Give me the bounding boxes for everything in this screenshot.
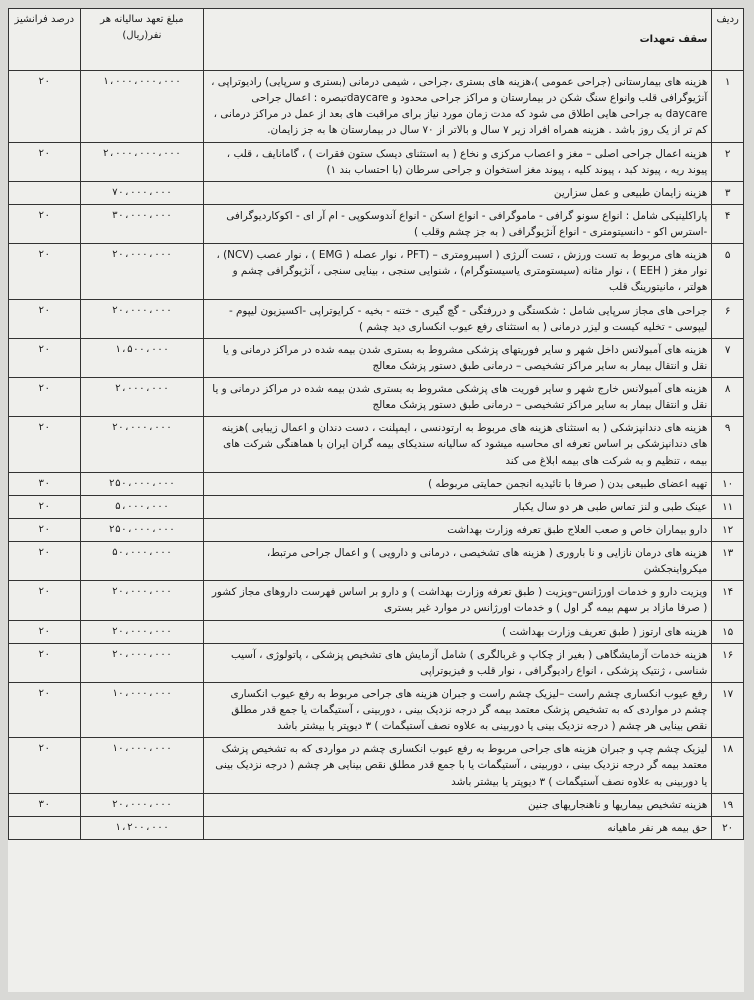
row-amount: ۲۰،۰۰۰،۰۰۰ (80, 643, 204, 682)
table-row (9, 181, 744, 204)
row-number: ۵ (712, 244, 744, 299)
row-amount: ۲۰،۰۰۰،۰۰۰ (80, 417, 204, 472)
table-row (9, 338, 744, 377)
table-row (9, 682, 744, 737)
row-number: ۶ (712, 299, 744, 338)
row-amount: ۲،۰۰۰،۰۰۰،۰۰۰ (80, 142, 204, 181)
row-number: ۱۷ (712, 682, 744, 737)
row-amount: ۲۰،۰۰۰،۰۰۰ (80, 299, 204, 338)
table-row (9, 71, 744, 143)
row-deductible: ۲۰ (9, 682, 81, 737)
coverage-table (8, 8, 744, 840)
row-amount: ۱۰،۰۰۰،۰۰۰ (80, 738, 204, 793)
row-amount: ۲،۰۰۰،۰۰۰ (80, 378, 204, 417)
header-title: سقف تعهدات (204, 9, 712, 71)
table-header-row (9, 9, 744, 71)
row-deductible (9, 181, 81, 204)
row-deductible: ۳۰ (9, 472, 81, 495)
table-row (9, 816, 744, 839)
row-description: هزینه تشخیص بیماریها و ناهنجاریهای جنین (204, 793, 712, 816)
row-deductible (9, 816, 81, 839)
table-row (9, 495, 744, 518)
row-amount: ۲۵۰،۰۰۰،۰۰۰ (80, 518, 204, 541)
row-amount: ۱،۰۰۰،۰۰۰،۰۰۰ (80, 71, 204, 143)
row-amount: ۵،۰۰۰،۰۰۰ (80, 495, 204, 518)
row-description: هزینه اعمال جراحی اصلی – مغز و اعصاب مرکزی و نخاع ( به استثنای دیسک ستون فقرات ) ، گامانایف ، قلب ، پیوند ریه ، پیوند کبد ، پیوند کلیه ، پیوند مغز استخوان و جراحی سرطان (با احتساب بند ۱) (204, 142, 712, 181)
table-row (9, 518, 744, 541)
row-description: ویزیت دارو و خدمات اورژانس–ویزیت ( طبق تعرفه وزارت بهداشت ) و دارو بر اساس فهرست داروهای مجاز کشور ( صرفا مازاد بر سهم بیمه گر اول ) و خدمات اورژانس در موارد غیر بستری (204, 581, 712, 620)
row-description: هزینه خدمات آزمایشگاهی ( بغیر از چکاپ و غربالگری ) شامل آزمایش های تشخیص پزشکی ، پاتولوژی ، آسیب شناسی ، ژنتیک پزشکی ، انواع رادیوگرافی ، نوار قلب و فیزیوتراپی (204, 643, 712, 682)
row-description: عینک طبی و لنز تماس طبی هر دو سال یکبار (204, 495, 712, 518)
row-number: ۱۰ (712, 472, 744, 495)
header-deductible: درصد فرانشیز (9, 9, 81, 71)
table-row (9, 738, 744, 793)
row-deductible: ۲۰ (9, 542, 81, 581)
row-number: ۱۵ (712, 620, 744, 643)
table-row (9, 472, 744, 495)
table-row (9, 142, 744, 181)
row-description: لیزیک چشم چپ و جبران هزینه های جراحی مربوط به رفع عیوب انکساری چشم در مواردی که به تشخیص پزشک معتمد بیمه گر درجه نزدیک بینی ، دوربینی ، آستیگمات یا با جمع قدر مطلق نقص بینایی هر چشم ( درجه نزدیک بینی یا دوربینی به علاوه نصف آستیگمات ) ۳ دیوپتر یا بیشتر باشد (204, 738, 712, 793)
table-row (9, 620, 744, 643)
row-description: هزینه های درمان نازایی و نا باروری ( هزینه های تشخیصی ، درمانی و دارویی ) و اعمال جراحی مرتبط، میکرواینجکشن (204, 542, 712, 581)
table-row (9, 643, 744, 682)
row-deductible: ۲۰ (9, 495, 81, 518)
row-number: ۹ (712, 417, 744, 472)
row-number: ۲ (712, 142, 744, 181)
row-description: هزینه های ارتوز ( طبق تعریف وزارت بهداشت ) (204, 620, 712, 643)
row-description: هزینه های آمبولانس خارج شهر و سایر فوریت های پزشکی مشروط به بستری شدن بیمه شده در مراکز درمانی و یا نقل و انتقال بیمار به سایر مراکز تشخیصی – درمانی طبق دستور پزشک معالج (204, 378, 712, 417)
row-deductible: ۲۰ (9, 142, 81, 181)
row-number: ۱ (712, 71, 744, 143)
row-number: ۸ (712, 378, 744, 417)
row-number: ۱۴ (712, 581, 744, 620)
row-number: ۴ (712, 204, 744, 243)
row-amount: ۳۰،۰۰۰،۰۰۰ (80, 204, 204, 243)
table-row (9, 204, 744, 243)
row-deductible: ۲۰ (9, 378, 81, 417)
header-row-number: ردیف (712, 9, 744, 71)
row-amount: ۱،۵۰۰،۰۰۰ (80, 338, 204, 377)
row-description: هزینه های مربوط به تست ورزش ، تست آلرژی ( اسپیرومتری – (PFT ، نوار عصله ( EMG ) ، نوار عصب (NCV) ، نوار مغز ( EEH ) ، نوار مثانه (سیستومتری یاسیستوگرام) ، شنوایی سنجی ، بینایی سنجی ، آنژیوگرافی چشم و هولتر ، مانیتورینگ قلب (204, 244, 712, 299)
row-number: ۱۸ (712, 738, 744, 793)
row-amount: ۲۰،۰۰۰،۰۰۰ (80, 620, 204, 643)
row-deductible: ۳۰ (9, 793, 81, 816)
row-deductible: ۲۰ (9, 643, 81, 682)
row-deductible: ۲۰ (9, 417, 81, 472)
table-row (9, 417, 744, 472)
row-description: هزینه های آمبولانس داخل شهر و سایر فوریتهای پزشکی مشروط به بستری شدن بیمه شده در مراکز درمانی و یا نقل و انتقال بیمار به سایر مراکز تشخیصی – درمانی طبق دستور پزشک معالج (204, 338, 712, 377)
row-amount: ۷۰،۰۰۰،۰۰۰ (80, 181, 204, 204)
row-number: ۱۱ (712, 495, 744, 518)
row-number: ۱۲ (712, 518, 744, 541)
row-amount: ۲۰،۰۰۰،۰۰۰ (80, 244, 204, 299)
row-number: ۱۳ (712, 542, 744, 581)
row-deductible: ۲۰ (9, 71, 81, 143)
row-number: ۷ (712, 338, 744, 377)
row-description: حق بیمه هر نفر ماهیانه (204, 816, 712, 839)
row-deductible: ۲۰ (9, 620, 81, 643)
row-amount: ۲۰،۰۰۰،۰۰۰ (80, 581, 204, 620)
row-amount: ۱،۲۰۰،۰۰۰ (80, 816, 204, 839)
table-row (9, 542, 744, 581)
row-deductible: ۲۰ (9, 338, 81, 377)
row-deductible: ۲۰ (9, 518, 81, 541)
table-row (9, 581, 744, 620)
row-description: تهیه اعضای طبیعی بدن ( صرفا با تائیدیه انجمن حمایتی مربوطه ) (204, 472, 712, 495)
row-description: دارو بیماران خاص و صعب العلاج طبق تعرفه وزارت بهداشت (204, 518, 712, 541)
row-amount: ۲۵۰،۰۰۰،۰۰۰ (80, 472, 204, 495)
row-deductible: ۲۰ (9, 581, 81, 620)
row-description: جراحی های مجاز سرپایی شامل : شکستگی و دررفتگی - گچ گیری - ختنه - بخیه - کرایوتراپی -اکسیزیون لیپوم - لیپوسی - تخلیه کیست و لیزر درمانی ( به استثنای رفع عیوب انکساری دید چشم ) (204, 299, 712, 338)
table-row (9, 793, 744, 816)
row-deductible: ۲۰ (9, 204, 81, 243)
row-description: هزینه های بیمارستانی (جراحی عمومی )،هزینه های بستری ،جراحی ، شیمی درمانی (بستری و سرپایی) رادیوتراپی ، آنژیوگرافی قلب وانواع سنگ شکن در بیمارستان و مراکز جراحی محدود و daycareتبصره : اعمال جراحی daycare به جراحی هایی اطلاق می شود که مدت زمان مورد نیاز برای مراقبت های بعد از عمل در مراکز درمانی ، کم تر از یک روز باشد . هزینه همراه افراد زیر ۷ سال و بالاتر از ۷۰ سال در بیمارستان ها به جز زایمان. (204, 71, 712, 143)
table-row (9, 244, 744, 299)
row-amount: ۲۰،۰۰۰،۰۰۰ (80, 793, 204, 816)
row-amount: ۱۰،۰۰۰،۰۰۰ (80, 682, 204, 737)
row-deductible: ۲۰ (9, 244, 81, 299)
row-deductible: ۲۰ (9, 299, 81, 338)
row-description: هزینه زایمان طبیعی و عمل سزارین (204, 181, 712, 204)
row-number: ۳ (712, 181, 744, 204)
row-amount: ۵۰،۰۰۰،۰۰۰ (80, 542, 204, 581)
header-amount: مبلغ تعهد سالیانه هر نفر(ریال) (80, 9, 204, 71)
row-number: ۱۶ (712, 643, 744, 682)
row-description: پاراکلینیکی شامل : انواع سونو گرافی - ماموگرافی - انواع اسکن - انواع آندوسکوپی - ام آر ای - اکوکاردیوگرافی -استرس اکو - دانسیتومتری - انواع آنژیوگرافی ( به جز چشم وقلب ) (204, 204, 712, 243)
document-page (8, 8, 744, 992)
row-description: هزینه های دندانپزشکی ( به استثنای هزینه های مربوط به ارتودنسی ، ایمپلنت ، دست دندان و اعمال زیبایی )هزینه های دندانپزشکی بر اساس تعرفه ای محاسبه میشود که سالیانه سندیکای بیمه گران ایران با هماهنگی شرکت های بیمه ، تنظیم و به شرکت های بیمه ابلاغ می کند (204, 417, 712, 472)
row-description: رفع عیوب انکساری چشم راست –لیزیک چشم راست و جبران هزینه های جراحی مربوط به رفع عیوب انکساری چشم در مواردی که به تشخیص پزشک معتمد بیمه گر درجه نزدیک بینی ، دوربینی ، آستیگمات یا جمع قدر مطلق نقص بینایی هر چشم ( درجه نزدیک بینی یا دوربینی به علاوه نصف آستیگمات ) ۳ دیوپتر یا بیشتر باشد (204, 682, 712, 737)
row-number: ۱۹ (712, 793, 744, 816)
row-number: ۲۰ (712, 816, 744, 839)
table-row (9, 299, 744, 338)
row-deductible: ۲۰ (9, 738, 81, 793)
table-row (9, 378, 744, 417)
